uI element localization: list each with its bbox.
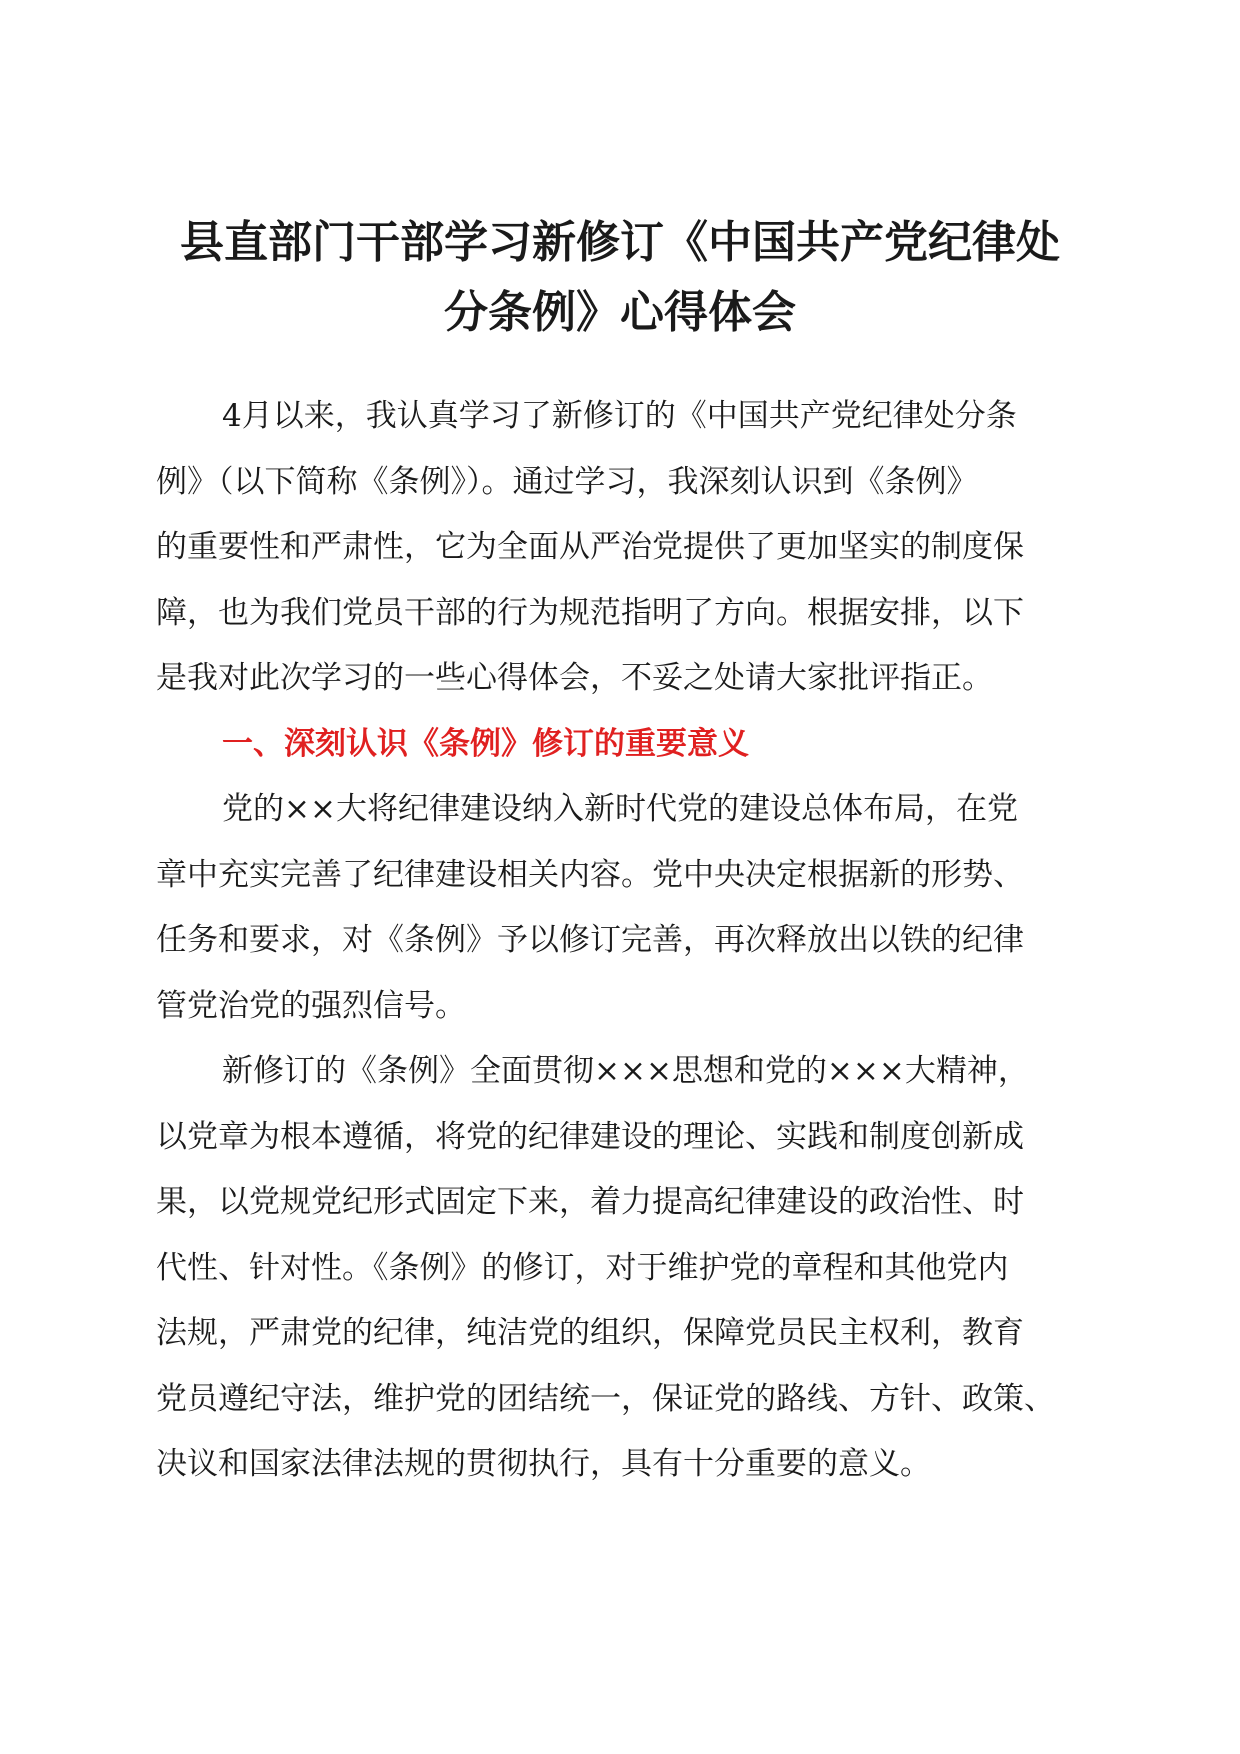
paragraph-2 [156, 777, 1056, 1039]
paragraph-line: 决议和国家法律法规的贯彻执行，具有十分重要的意义。 [156, 1446, 931, 1482]
paragraph-line: 例》（以下简称《条例》）。通过学习，我深刻认识到《条例》 [156, 463, 978, 500]
title-line-2: 分条例》心得体会 [444, 287, 796, 338]
paragraph-line: 党的××大将纪律建设纳入新时代党的建设总体布局，在党 [222, 791, 1018, 827]
paragraph-intro [156, 384, 1056, 712]
paragraph-line: 任务和要求，对《条例》予以修订完善，再次释放出以铁的纪律 [156, 922, 1024, 958]
paragraph-line: 是我对此次学习的一些心得体会，不妥之处请大家批评指正。 [156, 660, 993, 696]
section-heading-text: 一、深刻认识《条例》修订的重要意义 [222, 725, 749, 762]
paragraph-line: 章中充实完善了纪律建设相关内容。党中央决定根据新的形势、 [156, 856, 1024, 893]
paragraph-line: 党员遵纪守法，维护党的团结统一，保证党的路线、方针、政策、 [156, 1380, 1055, 1417]
paragraph-line: 代性、针对性。《条例》的修订，对于维护党的章程和其他党内 [156, 1249, 1009, 1286]
paragraph-line: 果，以党规党纪形式固定下来，着力提高纪律建设的政治性、时 [156, 1184, 1024, 1220]
paragraph-line: 管党治党的强烈信号。 [156, 987, 466, 1024]
paragraph-line: 新修订的《条例》全面贯彻×××思想和党的×××大精神， [222, 1053, 1029, 1089]
document-title [150, 208, 1090, 348]
document-body [156, 384, 1056, 1498]
paragraph-line: 法规，严肃党的纪律，纯洁党的组织，保障党员民主权利，教育 [156, 1315, 1024, 1351]
paragraph-line: 的重要性和严肃性，它为全面从严治党提供了更加坚实的制度保 [156, 529, 1024, 565]
title-line-1: 县直部门干部学习新修订《中国共产党纪律处 [180, 217, 1060, 268]
paragraph-3 [156, 1039, 1056, 1498]
paragraph-line: 以党章为根本遵循，将党的纪律建设的理论、实践和制度创新成 [156, 1118, 1024, 1155]
paragraph-line: 障，也为我们党员干部的行为规范指明了方向。根据安排，以下 [156, 594, 1024, 631]
paragraph-line: 4月以来，我认真学习了新修订的《中国共产党纪律处分条 [222, 398, 1017, 434]
section-heading-1 [156, 712, 1056, 778]
